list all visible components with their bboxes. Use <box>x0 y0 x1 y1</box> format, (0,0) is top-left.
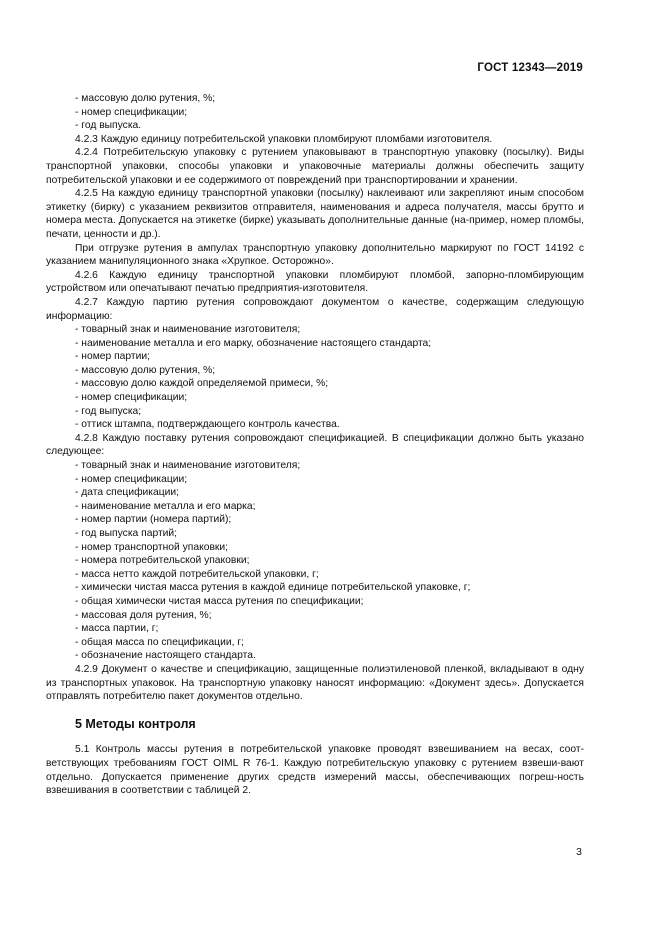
list-item: - обозначение настоящего стандарта. <box>75 650 256 662</box>
paragraph: 4.2.4 Потребительскую упаковку с рутением упаковывают в транспортную упаковку (посылку). Виды транспортной упаковки, способы упаковки и упаковочные материалы должны обеспечить защиту потребительской упаковки и ее содержимого от повреждений при транспортировании и хранении. <box>46 147 584 186</box>
list-item: - общая масса по спецификации, г; <box>75 636 244 648</box>
list-item: - номер транспортной упаковки; <box>75 541 229 553</box>
paragraph: 4.2.6 Каждую единицу транспортной упаковки пломбируют пломбой, запорно-пломбирующим устройством или опечатывают печатью предприятия-изготовителя. <box>46 269 584 295</box>
list-item: - год выпуска; <box>75 405 142 417</box>
list-item: - год выпуска. <box>75 120 142 132</box>
list-item: - общая химически чистая масса рутения по спецификации; <box>75 595 364 607</box>
list-item: - наименование металла и его марка; <box>75 500 256 512</box>
paragraph: 4.2.7 Каждую партию рутения сопровождают документом о качестве, содержащим следующую информацию: <box>46 296 584 322</box>
list-item: - массовую долю каждой определяемой примеси, %; <box>75 378 329 390</box>
paragraph: 4.2.3 Каждую единицу потребительской упаковки пломбируют пломбами изготовителя. <box>75 133 493 145</box>
list-item: - номер партии (номера партий); <box>75 514 232 526</box>
list-item: - номер спецификации; <box>75 392 188 404</box>
list-item: - товарный знак и наименование изготовителя; <box>75 324 301 336</box>
paragraph: При отгрузке рутения в ампулах транспортную упаковку дополнительно маркируют по ГОСТ 14192 с указанием манипуляционного знака «Хрупкое. Осторожно». <box>46 242 584 268</box>
list-item: - номер партии; <box>75 351 150 363</box>
list-item: - номера потребительской упаковки; <box>75 555 250 567</box>
list-item: - химически чистая масса рутения в каждой единице потребительской упаковке, г; <box>75 582 471 594</box>
paragraph: 5.1 Контроль массы рутения в потребительской упаковке проводят взвешиванием на весах, соот-ветствующих требованиям ГОСТ OIML R 76-1. Каждую потребительскую упаковку с рутением взвеши-вают отдельно. Допускается применение других средств измерений массы, обеспечивающих погреш-ность взвешивания в соответствии с таблицей 2. <box>46 744 584 797</box>
list-item: - масса нетто каждой потребительской упаковки, г; <box>75 568 319 580</box>
list-item: - наименование металла и его марку, обозначение настоящего стандарта; <box>75 337 432 349</box>
list-item: - номер спецификации; <box>75 106 188 118</box>
list-item: - товарный знак и наименование изготовителя; <box>75 460 301 472</box>
list-item: - массовую долю рутения, %; <box>75 93 216 104</box>
list-item: - масса партии, г; <box>75 623 159 635</box>
document-body <box>46 92 584 798</box>
page-number: 3 <box>576 846 582 858</box>
paragraph: 4.2.5 На каждую единицу транспортной упаковки (посылку) наклеивают или закрепляют иным способом этикетку (бирку) с указанием реквизитов отправителя, наименования и адреса получателя, массы брутто и номера места. Допускается на этикетке (бирке) указывать дополнительные данные (на-пример, номер пломбы, печати, ценности и др.). <box>46 188 584 240</box>
standard-code-header: ГОСТ 12343—2019 <box>477 62 583 74</box>
section-title: 5 Методы контроля <box>75 716 196 731</box>
list-item: - массовую долю рутения, %; <box>75 364 216 376</box>
list-item: - год выпуска партий; <box>75 528 178 539</box>
list-item: - номер спецификации; <box>75 473 188 485</box>
list-item: - оттиск штампа, подтверждающего контроль качества. <box>75 419 340 431</box>
paragraph: 4.2.9 Документ о качестве и спецификацию, защищенные полиэтиленовой пленкой, вкладывают в одну из транспортных упаковок. На транспортную упаковку наносят информацию: «Документ здесь». Допускается отправлять потребителю пакет документов отдельно. <box>46 663 584 703</box>
paragraph: 4.2.8 Каждую поставку рутения сопровождают спецификацией. В спецификации должно быть указано следующее: <box>46 432 584 458</box>
list-item: - дата спецификации; <box>75 487 180 499</box>
list-item: - массовая доля рутения, %; <box>75 609 212 621</box>
